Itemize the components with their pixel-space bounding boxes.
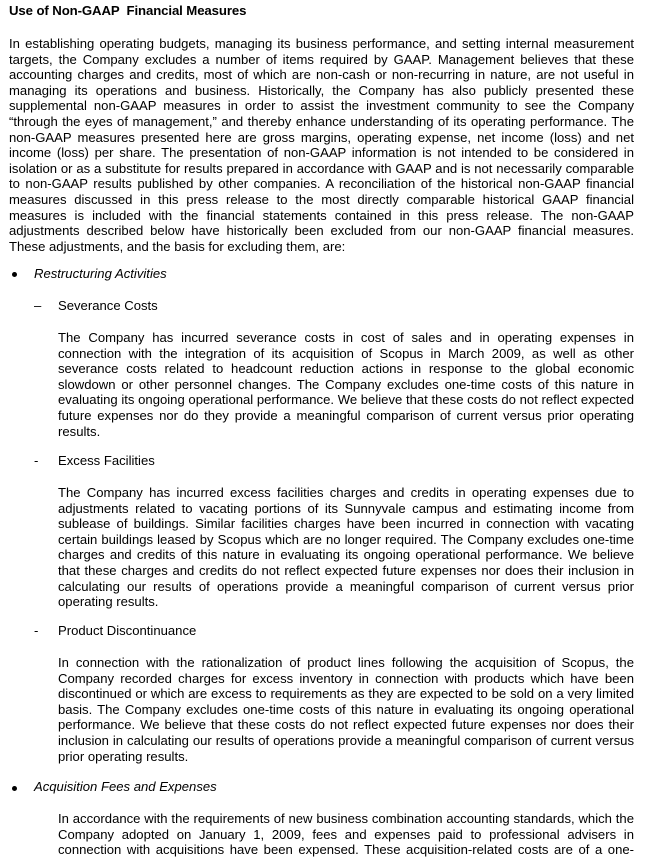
subsection-label: Product Discontinuance — [58, 623, 197, 638]
subsection-label: Excess Facilities — [58, 453, 155, 468]
bullet-label: Restructuring Activities — [34, 266, 167, 281]
bullet-label: Acquisition Fees and Expenses — [34, 779, 217, 794]
subsection-paragraph: The Company has incurred severance costs in cost of sales and in operating expenses in connection with the integration of its acquisition of Scopus in March 2009, as well as other severance costs related to headcount reduction actions in response to the global economic slowdown or other personnel changes. The Company excludes one-time costs of this nature in evaluating its ongoing operational performance. We believe that these costs do not reflect expected future expenses nor do they provide a meaningful comparison of current versus prior operating results. — [58, 330, 634, 439]
bullet-icon — [12, 272, 17, 277]
dash-marker: - — [34, 453, 39, 468]
section-title: Use of Non-GAAP Financial Measures — [9, 3, 247, 18]
dash-marker: - — [34, 623, 39, 638]
dash-marker: – — [34, 298, 42, 313]
bullet-icon — [12, 786, 17, 791]
subsection-paragraph: The Company has incurred excess facilities charges and credits in operating expenses due to adjustments related to vacating portions of its Sunnyvale campus and estimating income from sublease of buildings. Similar facilities charges have been incurred in connection with vacating certain buildings leased by Scopus which are no longer required. The Company excludes one-time charges and credits of this nature in evaluating its ongoing operational performance. We believe that these charges and credits do not reflect expected future expenses nor does their inclusion in calculating our results of operations provide a meaningful comparison of current versus prior operating results. — [58, 485, 634, 610]
subsection-label: Severance Costs — [58, 298, 158, 313]
intro-paragraph: In establishing operating budgets, managing its business performance, and setting internal measurement targets, the Company excludes a number of items required by GAAP. Management believes that these accounting charges and credits, most of which are non-cash or non-recurring in nature, are not useful in managing its operations and business. Historically, the Company has also publicly presented these supplemental non-GAAP measures in order to assist the investment community to see the Company “through the eyes of management,” and thereby enhance understanding of its operating performance. The non-GAAP measures presented here are gross margins, operating expense, net income (loss) and net income (loss) per share. The presentation of non-GAAP information is not intended to be considered in isolation or as a substitute for results prepared in accordance with GAAP and is not necessarily comparable to non-GAAP results published by other companies. A reconciliation of the historical non-GAAP financial measures discussed in this press release to the most directly comparable historical GAAP financial measures is included with the financial statements contained in this press release. The non-GAAP adjustments described below have historically been excluded from our non-GAAP financial measures. These adjustments, and the basis for excluding them, are: — [9, 36, 634, 254]
bullet-paragraph: In accordance with the requirements of new business combination accounting standards, which the Company adopted on January 1, 2009, fees and expenses paid to professional advisers in connection with acquisitions have been expensed. These acquisition-related costs are of a one- — [58, 811, 634, 858]
subsection-paragraph: In connection with the rationalization of product lines following the acquisition of Scopus, the Company recorded charges for excess inventory in connection with products which have been discontinued or which are excess to requirements as they are expected to be sold on a very limited basis. The Company excludes one-time costs of this nature in evaluating its ongoing operational performance. We believe that these costs do not reflect expected future expenses nor does their inclusion in calculating our results of operations provide a meaningful comparison of current versus prior operating results. — [58, 655, 634, 764]
